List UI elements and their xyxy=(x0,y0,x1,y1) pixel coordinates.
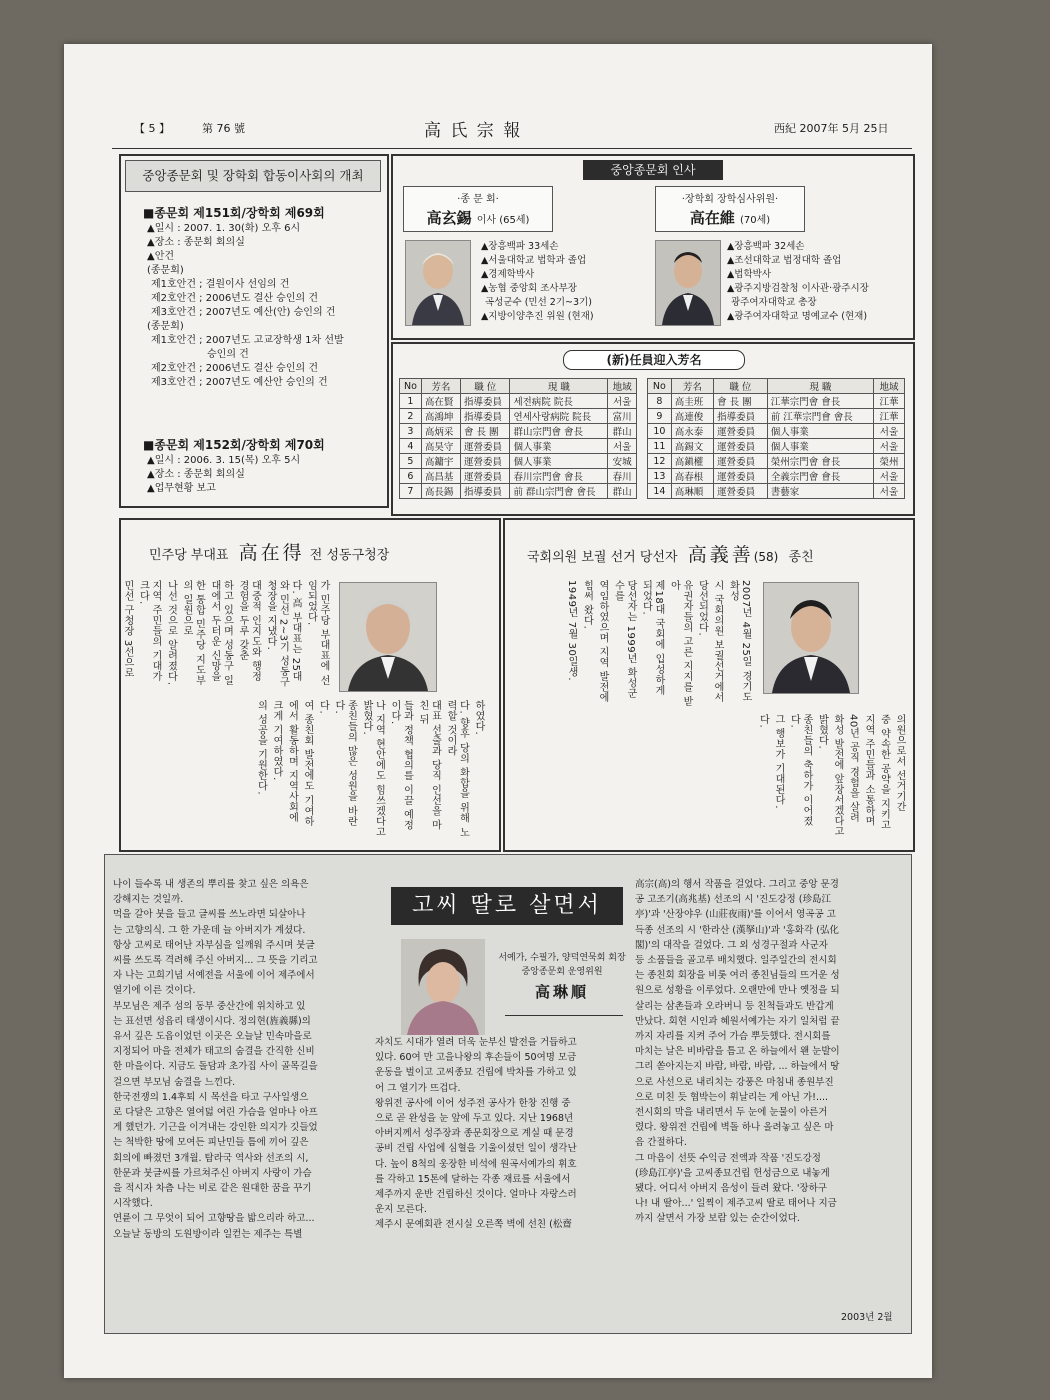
article-left-photo xyxy=(339,582,437,692)
officer-cell: 高琳順 xyxy=(671,484,713,499)
article-right-pre: 국회의원 보궐 선거 당선자 xyxy=(527,550,678,565)
article-text-column: 크게 기여하였다. xyxy=(271,700,282,781)
header-rule xyxy=(112,148,912,149)
officer-row xyxy=(648,394,905,409)
article-text-column: 한 통합 민주당 지도부의 일원으로 xyxy=(181,580,205,686)
essay-line: 항상 고씨로 태어난 자부심을 일깨워 주시며 붓글 xyxy=(113,939,315,951)
officer-cell: 會 長 團 xyxy=(714,394,768,409)
article-text-column: 다. 향후 당의 화합을 위해 노력할 것이라 xyxy=(445,700,469,838)
article-right-text-top xyxy=(513,580,751,708)
officers-header-cell: 職 位 xyxy=(460,379,510,394)
essay-line: 있다. 60여 만 고을나왕의 후손들이 50여명 모금 xyxy=(375,1052,577,1064)
essay-line: 원으로 성황을 이루었다. 오랜만에 만나 옛정을 되 xyxy=(635,985,840,997)
essay-line: 다. 높이 8척의 웅장한 비석에 원곡서예가의 휘호 xyxy=(375,1158,577,1170)
byline-line: 중앙종문회 운영위원 xyxy=(521,967,603,977)
officers-header-cell: No xyxy=(648,379,672,394)
article-right-photo xyxy=(763,582,859,694)
career-line: 광주여자대학교 총장 xyxy=(731,297,817,308)
officer-cell: 運營委員 xyxy=(714,424,768,439)
officers-header-cell: 職 位 xyxy=(714,379,768,394)
essay-line: 으로 미친 듯 협박는이 휘날리는 게 아닌 가!.... xyxy=(635,1091,829,1103)
essay-line: 高宗(高)의 행서 작품을 걸었다. 그리고 중앙 문경 xyxy=(635,879,839,890)
article-text-column: 종친들의 많은 성원을 바란다. xyxy=(333,700,357,827)
officer-cell: 運營委員 xyxy=(714,484,768,499)
personnel-box xyxy=(391,154,915,340)
essay-col2 xyxy=(375,1035,629,1233)
essay-line: 는 표선면 성읍리 태생이시다. 정의현(旌義縣)의 xyxy=(113,1015,311,1027)
essay-line: 유서 깊은 도읍이었던 이곳은 오늘날 민속마을로 xyxy=(113,1031,312,1043)
essay-line: 음 간절하다. xyxy=(635,1137,687,1149)
officer-row xyxy=(400,424,637,439)
essay-line: 나이 들수록 내 생존의 뿌리를 찾고 싶은 의욕은 xyxy=(113,879,309,890)
article-text-column: 지역 주민들과 소통하며 xyxy=(863,714,874,827)
essay-line: 亭)'과 '산장야우 (山莊夜雨)'를 이어서 영곡공 고 xyxy=(635,909,836,921)
essay-line: 시작했다. xyxy=(113,1198,153,1210)
essay-line: 만났다. 회현 시인과 혜원서예가는 자기 일처럼 끝 xyxy=(635,1015,840,1027)
officer-cell: 群山宗門會 會長 xyxy=(510,424,608,439)
officers-header-row xyxy=(648,379,905,394)
essay-line: 공 고조기(高兆基) 선조의 시 '진도강정 (珍島江 xyxy=(635,894,831,906)
article-text-column: 2007년 4월 25일 경기도 화성 xyxy=(727,580,751,703)
article-text-column: 다. xyxy=(757,714,769,729)
article-text-column: 힘써 왔다. xyxy=(581,580,593,630)
career-line: ▲장흥백파 32세손 xyxy=(727,241,805,252)
officer-cell: 10 xyxy=(648,424,672,439)
officer-cell: 5 xyxy=(400,454,422,469)
officer-row xyxy=(648,424,905,439)
officer-cell: 高連俊 xyxy=(671,409,713,424)
person1-label xyxy=(403,186,553,232)
officer-row xyxy=(648,439,905,454)
essay-line: 제주시 문예회관 전시실 오른쪽 벽에 선친 (松齋 xyxy=(375,1219,572,1231)
article-text-column: 시 국회의원 보궐선거에서 xyxy=(712,580,723,703)
article-right-age: (58) xyxy=(753,550,779,564)
officer-cell: 榮州 xyxy=(873,454,904,469)
essay-line: 오늘날 동방의 도원방이라 일컫는 제주는 특별 xyxy=(113,1228,303,1240)
article-right xyxy=(503,518,915,852)
essay-line: 까지 살면서 가장 보람 있는 순간이었다. xyxy=(635,1213,800,1225)
meeting-152-head: ■종문회 제152회/장학회 제70회 xyxy=(143,438,325,452)
officers-header-cell: 地域 xyxy=(873,379,904,394)
officer-cell: 個人事業 xyxy=(510,439,608,454)
career-line: ▲지방이양추진 위원 (현재) xyxy=(481,311,594,322)
officer-cell: 指導委員 xyxy=(460,394,510,409)
essay-col1 xyxy=(113,877,363,1242)
officers-table-right xyxy=(647,378,905,499)
officer-cell: 高鴻坤 xyxy=(421,409,460,424)
officer-cell: 江華宗門會 會長 xyxy=(767,394,873,409)
officer-cell: 運營委員 xyxy=(460,454,510,469)
officer-cell: 高錫文 xyxy=(671,439,713,454)
newspaper-page xyxy=(64,44,932,1378)
officer-cell: 運營委員 xyxy=(714,454,768,469)
article-text-column: 나선 것으로 알려졌다. xyxy=(165,580,177,686)
essay-line: 나! 내 딸아...' 일찍이 제주고씨 딸로 태어나 지금 xyxy=(635,1198,837,1210)
officer-cell: 高昌基 xyxy=(421,469,460,484)
officer-cell: 서울 xyxy=(608,394,637,409)
essay-line: 그리 쏟아지는지 바람, 바람, 바람, ... 하늘에서 땅 xyxy=(635,1061,840,1073)
essay-line: 게 했던가. 기근을 이겨내는 강인한 의지가 깃들었 xyxy=(113,1122,318,1134)
issue-date: 西紀 2007年 5月 25日 xyxy=(774,122,889,135)
essay-line: 한 마을이다. 지금도 돌담과 초가집 사이 골목길을 xyxy=(113,1061,318,1073)
officer-cell: 9 xyxy=(648,409,672,424)
article-text-column: 나 지역 현안에도 힘쓰겠다고 밝혔다. xyxy=(361,700,385,838)
article-text-column: 에서 활동하며 지역사회에 xyxy=(286,700,298,823)
essay-line: 공비 건립 사업에 심혈을 기울이셨던 일이 생각난 xyxy=(375,1143,577,1155)
article-text-column: 1949년 7월 30일생. xyxy=(566,580,577,682)
meeting-151-head: ■종문회 제151회/장학회 제69회 xyxy=(143,206,325,220)
essay-line: 제주까지 운반 건립하신 것이다. 얼마나 자랑스러 xyxy=(375,1189,577,1201)
officer-cell: 1 xyxy=(400,394,422,409)
meeting-box xyxy=(119,154,389,508)
officer-cell: 高長錫 xyxy=(421,484,460,499)
byline-line: 서예가, 수필가, 양덕연묵회 회장 xyxy=(498,953,626,963)
officer-cell: 群山 xyxy=(608,424,637,439)
essay-line: 강해지는 것일까. xyxy=(113,894,184,906)
meeting-line: ▲업무현황 보고 xyxy=(147,483,216,494)
article-right-text-bottom xyxy=(513,714,905,840)
officer-cell: 14 xyxy=(648,484,672,499)
essay-line: 부모님은 제주 섬의 동부 중산간에 위치하고 있 xyxy=(113,1000,306,1012)
article-left-text-top xyxy=(122,580,329,692)
article-text-column: 종친들의 축하가 이어졌다. xyxy=(788,714,812,827)
byline-rule xyxy=(505,1015,623,1016)
essay-line: 한국전쟁의 1.4후퇴 시 목선을 타고 구사일생으 xyxy=(113,1091,309,1103)
career-line: ▲법학박사 xyxy=(727,269,772,280)
essay-line: 운지 모른다. xyxy=(375,1204,427,1216)
officer-cell: 12 xyxy=(648,454,672,469)
officer-cell: 高炳采 xyxy=(421,424,460,439)
article-text-column: 대표 선출과 당직 인선을 마친 뒤 xyxy=(417,700,441,831)
essay-line: 어 그 열기가 뜨겁다. xyxy=(375,1082,461,1094)
essay-line: 마치는 날은 비바람을 틈고 온 하늘에서 왠 눈발이 xyxy=(635,1046,840,1058)
career-line: ▲광주여자대학교 명예교수 (현재) xyxy=(727,311,868,322)
officer-cell: 서울 xyxy=(873,424,904,439)
officer-cell: 會 長 團 xyxy=(460,424,510,439)
essay-line: 로 다달은 고향은 열여덟 여린 가슴을 얼마나 아프 xyxy=(113,1107,318,1119)
officer-cell: 2 xyxy=(400,409,422,424)
officer-cell: 서울 xyxy=(873,484,904,499)
officer-cell: 指導委員 xyxy=(460,409,510,424)
officer-cell: 個人事業 xyxy=(510,454,608,469)
officer-cell: 高春根 xyxy=(671,469,713,484)
essay-byline xyxy=(497,951,627,999)
officer-cell: 春川宗門會 會長 xyxy=(510,469,608,484)
meeting-line: 제3호안건 ; 2007년도 예산(안) 승인의 건 xyxy=(151,307,336,318)
officer-cell: 高鏞宇 xyxy=(421,454,460,469)
essay-col3 xyxy=(635,877,903,1227)
officers-header-cell: 現 職 xyxy=(767,379,873,394)
article-text-column: 다. 高 부대표는 25대와 민선 2~3기 성동구청장을 지냈다. xyxy=(265,580,301,688)
officers-header-cell: 地域 xyxy=(608,379,637,394)
meeting-line: ▲장소 : 종문회 회의실 xyxy=(147,237,245,248)
officer-cell: 運營委員 xyxy=(714,469,768,484)
article-left xyxy=(119,518,501,852)
meeting-line: ▲장소 : 종문회 회의실 xyxy=(147,469,245,480)
meeting-line: ▲안건 xyxy=(147,251,175,262)
article-text-column: 화성 발전에 앞장서겠다고 xyxy=(832,714,843,837)
career-line: ▲광주지방검찰청 이사관·광주시장 xyxy=(727,283,869,294)
essay-line: 閣)'의 대작을 걸었다. 그 외 성경구절과 사군자 xyxy=(635,939,828,951)
essay-title: 고씨 딸로 살면서 xyxy=(391,887,623,925)
essay-line: 으로 사선으로 내리치는 강풍은 마침내 종원부진 xyxy=(635,1076,834,1088)
meeting-151-body xyxy=(147,222,377,390)
officer-cell: 서울 xyxy=(873,469,904,484)
article-text-column: 의 성공을 기원한다. xyxy=(255,700,267,796)
article-text-column: 유권자들의 고른 지지를 받아 xyxy=(668,580,692,707)
person1-photo xyxy=(405,240,471,326)
article-text-column: 의원으로서 선거기간 xyxy=(894,714,905,813)
essay-line: 왕위전 공사에 이어 성주전 공사가 한창 진행 중 xyxy=(375,1097,571,1109)
meeting-line: 제1호안건 ; 결원이사 선임의 건 xyxy=(151,279,290,290)
officer-cell: 榮州宗門會 會長 xyxy=(767,454,873,469)
meeting-line: 제1호안건 ; 2007년도 고교장학생 1차 선발 xyxy=(151,335,344,346)
officer-cell: 指導委員 xyxy=(714,409,768,424)
officer-cell: 全義宗門會 會長 xyxy=(767,469,873,484)
article-right-headline xyxy=(527,540,814,567)
officer-cell: 江華 xyxy=(873,394,904,409)
essay-line: 살리는 삼촌들과 오라버니 등 친척들과도 반갑게 xyxy=(635,1000,834,1012)
officer-cell: 서울 xyxy=(873,439,904,454)
officers-header-row xyxy=(400,379,637,394)
officer-cell: 指導委員 xyxy=(460,484,510,499)
officer-cell: 運營委員 xyxy=(460,469,510,484)
officer-row xyxy=(400,394,637,409)
officer-cell: 安城 xyxy=(608,454,637,469)
person1-role: ·종 문 회· xyxy=(457,194,499,205)
officer-cell: 연세사랑病院 院長 xyxy=(510,409,608,424)
officer-cell: 前 群山宗門會 會長 xyxy=(510,484,608,499)
essay-line: 득종 선조의 시 '한라산 (漢拏山)'과 '홍화각 (弘化 xyxy=(635,924,839,936)
essay-line: 자치도 시대가 열려 더욱 눈부신 발전을 거듭하고 xyxy=(375,1037,577,1048)
essay-line: 전시회의 막을 내리면서 두 눈에 눈물이 아른거 xyxy=(635,1107,828,1119)
article-text-column: 하고 있으며 성동구 일대에서 두터운 신망을 xyxy=(209,580,233,686)
person1-name: 高玄錫 xyxy=(426,209,472,227)
officer-cell: 運營委員 xyxy=(460,439,510,454)
officer-cell: 11 xyxy=(648,439,672,454)
person2-label xyxy=(655,186,805,232)
essay-line: 등 소품들을 골고루 배치했다. 일주일간의 전시회 xyxy=(635,955,837,967)
meeting-line: (종문회) xyxy=(147,321,184,332)
meeting-line: 제2호안건 ; 2006년도 결산 승인의 건 xyxy=(151,363,318,374)
essay-line: 는 종친회 회장을 비롯 여러 종친님들의 뜨거운 성 xyxy=(635,970,840,982)
officer-cell: 前 江華宗門會 會長 xyxy=(767,409,873,424)
officer-cell: 群山 xyxy=(608,484,637,499)
essay-line: 회의에 빠졌던 3개월. 탐라국 역사와 선조의 시, xyxy=(113,1152,309,1164)
officer-cell: 高在賢 xyxy=(421,394,460,409)
essay-line: 걸으면 부모님 숨결을 느낀다. xyxy=(113,1076,236,1088)
article-text-column: 대중적 인지도와 행정 경험을 두루 갖춘 xyxy=(237,580,261,682)
officer-row xyxy=(400,469,637,484)
essay-line: 운동을 벌이고 고씨종묘 건립에 박차를 가하고 있 xyxy=(375,1067,577,1079)
person2-name: 高在維 xyxy=(689,209,735,227)
career-line: 곡성군수 (민선 2기~3기) xyxy=(485,297,592,308)
meeting-line: ▲일시 : 2007. 1. 30(화) 오후 6시 xyxy=(147,223,301,234)
article-text-column: 들과 정책 협의를 이끌 예정이다. xyxy=(389,700,413,831)
essay-line: 를 각하고 15톤에 달하는 각종 재료를 서울에서 xyxy=(375,1173,571,1185)
essay-line: 그 마음이 선뜻 수익금 전액과 작품 '진도강정 xyxy=(635,1152,821,1164)
essay-line: 씨를 쓰도록 격려해 주신 아버지... 그 뜻을 기리고 xyxy=(113,955,318,967)
article-left-headline xyxy=(149,538,389,565)
person2-career xyxy=(727,240,907,324)
officer-cell: 13 xyxy=(648,469,672,484)
person1-career xyxy=(481,240,641,324)
officers-header-cell: No xyxy=(400,379,422,394)
masthead: 高 氏 宗 報 xyxy=(424,121,523,141)
officer-cell: 8 xyxy=(648,394,672,409)
essay-line: 됐다. 어디서 아버지 음성이 들려 왔다. '장하구 xyxy=(635,1183,827,1195)
officer-cell: 個人事業 xyxy=(767,439,873,454)
essay-line: 는 고향의식. 그 한 가운데 늘 아버지가 계셨다. xyxy=(113,924,306,936)
personnel-title: 중앙종문회 인사 xyxy=(583,160,723,180)
officer-row xyxy=(648,469,905,484)
officers-header-cell: 現 職 xyxy=(510,379,608,394)
essay-line: 을 적시자 차츰 나는 비로 같은 원대한 꿈을 꾸기 xyxy=(113,1183,312,1195)
career-line: ▲조선대학교 법정대학 졸업 xyxy=(727,255,842,266)
officer-cell: 江華 xyxy=(873,409,904,424)
officer-cell: 4 xyxy=(400,439,422,454)
essay-line: 으로 곧 완성을 눈 앞에 두고 있다. 지난 1968년 xyxy=(375,1113,574,1125)
career-line: ▲서울대학교 법학과 졸업 xyxy=(481,255,587,266)
article-right-post: 종친 xyxy=(788,550,814,565)
officers-table-left xyxy=(399,378,637,499)
article-text-column: 가 민주당 부대표에 선임되었다. xyxy=(305,580,329,686)
officer-row xyxy=(648,409,905,424)
article-text-column: 역임하였으며 지역 발전에 xyxy=(597,580,608,703)
article-text-column: 당선자는 1999년 화성군수를 xyxy=(612,580,636,699)
meeting-title: 중앙종문회 및 장학회 합동이사회의 개최 xyxy=(125,160,381,192)
officer-cell: 個人事業 xyxy=(767,424,873,439)
article-left-pre: 민주당 부대표 xyxy=(149,548,229,563)
officer-row xyxy=(400,484,637,499)
officer-cell: 高永泰 xyxy=(671,424,713,439)
essay-line: 지정되어 마을 전체가 태고의 숨결을 간직한 신비 xyxy=(113,1046,315,1058)
officers-title: (新)任員迎入芳名 xyxy=(563,350,745,370)
article-right-name: 高義善 xyxy=(687,544,754,566)
career-line: ▲경제학박사 xyxy=(481,269,535,280)
officer-cell: 春川 xyxy=(608,469,637,484)
article-text-column: 하였다. xyxy=(473,700,484,736)
officer-cell: 富川 xyxy=(608,409,637,424)
essay-line: 는 척박한 땅에 모여든 피난민들 틈에 끼어 깊은 xyxy=(113,1137,309,1149)
officer-cell: 運營委員 xyxy=(714,439,768,454)
article-text-column: 그 행보가 기대된다. xyxy=(773,714,784,810)
article-left-name: 高在得 xyxy=(238,542,305,564)
essay-line: 자 나는 고희기념 서예전을 서울에 이어 제주에서 xyxy=(113,970,315,982)
essay-line: 한문과 붓글씨를 가르쳐주신 아버지 사랑이 가슴 xyxy=(113,1167,312,1179)
article-left-text-bottom xyxy=(129,700,484,840)
essay-box xyxy=(104,854,912,1334)
meeting-152-body xyxy=(147,454,377,496)
officer-row xyxy=(400,439,637,454)
essay-author-photo xyxy=(401,939,485,1035)
officers-box xyxy=(391,342,915,516)
officer-cell: 高昊守 xyxy=(421,439,460,454)
meeting-line: (종문회) xyxy=(147,265,184,276)
person2-title: (70세) xyxy=(739,215,771,226)
article-text-column: 민선 구청장 3선으로 xyxy=(122,580,133,679)
officer-cell: 서울 xyxy=(608,439,637,454)
officer-row xyxy=(648,454,905,469)
officers-header-cell: 芳名 xyxy=(421,379,460,394)
article-text-column: 다. xyxy=(317,700,329,715)
officer-cell: 高鎭權 xyxy=(671,454,713,469)
article-text-column: 제18대 국회에 입성하게 되었다. xyxy=(640,580,664,696)
officers-header-cell: 芳名 xyxy=(671,379,713,394)
meeting-line: 제2호안건 ; 2006년도 결산 승인의 건 xyxy=(151,293,318,304)
essay-line: 까지 자리를 지켜 주어 가슴 뿌듯했다. 전시회를 xyxy=(635,1031,831,1043)
essay-line: 렸다. 왕위전 건립에 벽돌 하나 올려놓고 싶은 마 xyxy=(635,1122,834,1134)
essay-line: 먹을 갈아 붓을 들고 글씨를 쓰노라면 되살아나 xyxy=(113,909,306,921)
meeting-line: 승인의 건 xyxy=(207,349,249,360)
article-text-column: 여 종친회 발전에도 기여하 xyxy=(302,700,313,827)
meeting-line: ▲일시 : 2006. 3. 15(목) 오후 5시 xyxy=(147,455,301,466)
officer-cell: 高圭班 xyxy=(671,394,713,409)
essay-line: 열기에 이른 것이다. xyxy=(113,985,196,997)
career-line: ▲농협 중앙회 조사부장 xyxy=(481,283,577,294)
article-left-post: 전 성동구청장 xyxy=(309,548,390,563)
page-number: 【 5 】 xyxy=(134,122,170,135)
article-text-column: 40년 공직 경험을 살려 xyxy=(847,714,859,823)
officer-row xyxy=(400,454,637,469)
person2-role: ·장학회 장학심사위원· xyxy=(681,194,779,205)
career-line: ▲장흥백파 33세손 xyxy=(481,241,559,252)
article-text-column: 중 약속한 공약을 지키고 xyxy=(878,714,890,831)
officer-cell: 세전病院 院長 xyxy=(510,394,608,409)
person2-photo xyxy=(655,240,721,326)
officer-cell: 6 xyxy=(400,469,422,484)
essay-line: 연륜이 그 무엇이 되어 고향땅을 밟으리라 하고... xyxy=(113,1213,315,1225)
person1-title: 이사 (65세) xyxy=(476,215,530,226)
issue-number: 第 76 號 xyxy=(202,122,245,135)
officer-row xyxy=(648,484,905,499)
meeting-line: 제3호안건 ; 2007년도 예산안 승인의 건 xyxy=(151,377,328,388)
officer-row xyxy=(400,409,637,424)
article-text-column: 밝혔다. xyxy=(816,714,828,750)
essay-author: 高琳順 xyxy=(534,983,589,1001)
essay-date: 2003년 2월 xyxy=(841,1312,893,1323)
essay-line: (珍島江亭)'을 고씨종묘건립 헌성금으로 내놓게 xyxy=(635,1167,830,1179)
article-text-column: 지역 주민들의 기대가 크다. xyxy=(137,580,161,682)
article-text-column: 당선되었다. xyxy=(696,580,708,637)
officer-cell: 7 xyxy=(400,484,422,499)
officer-cell: 3 xyxy=(400,424,422,439)
essay-line: 아버지께서 성주장과 종문회장으로 계실 때 문경 xyxy=(375,1128,574,1140)
officer-cell: 書藝家 xyxy=(767,484,873,499)
